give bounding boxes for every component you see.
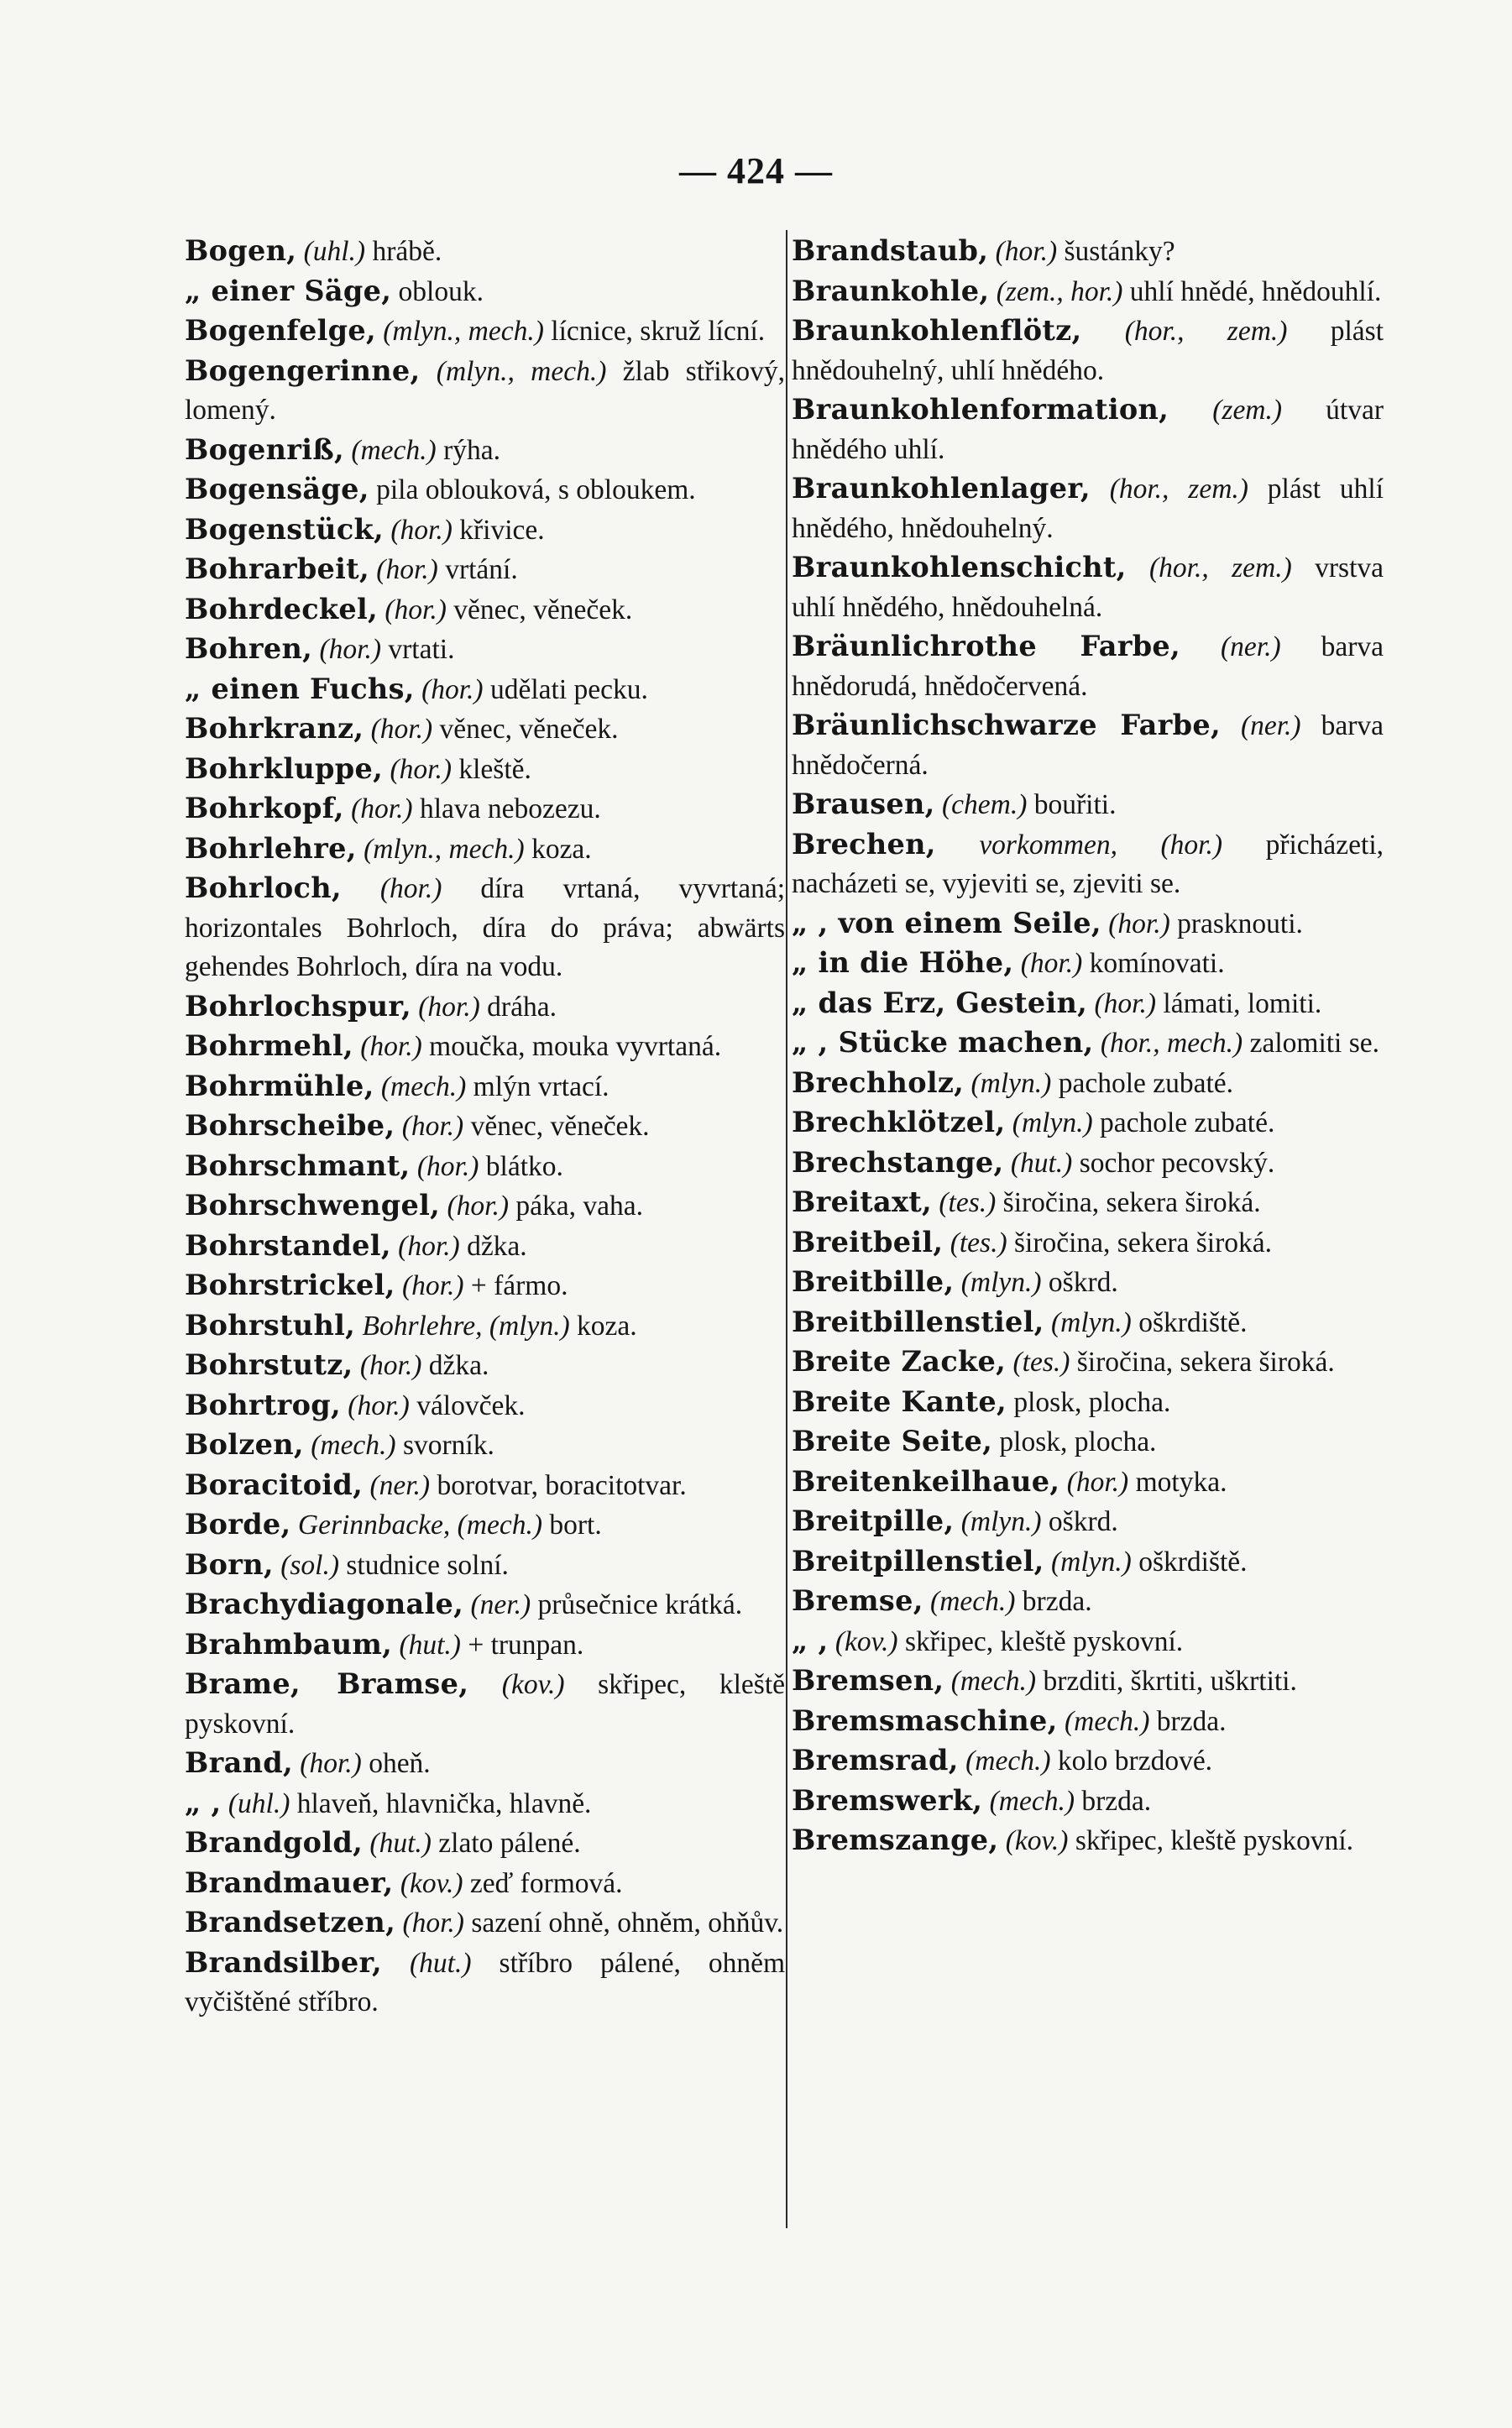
- entry-translation: věnec, věneček.: [453, 594, 633, 625]
- entry-translation: páka, vahа.: [515, 1190, 643, 1222]
- dictionary-entry: [185, 1186, 785, 1227]
- entry-field-label: (kov.): [400, 1867, 463, 1899]
- entry-translation: křivice.: [459, 514, 545, 546]
- dictionary-entry: [792, 1622, 1384, 1662]
- entry-translation: oškrd.: [1048, 1506, 1118, 1537]
- entry-field-label: (hor.): [379, 873, 442, 904]
- entry-translation: oškrdiště.: [1138, 1306, 1248, 1338]
- entry-translation: + trunpan.: [468, 1629, 584, 1661]
- entry-headword: Bohrarbeit,: [185, 552, 369, 585]
- entry-field-label: (mech.): [950, 1666, 1037, 1697]
- entry-headword: Bremswerk,: [792, 1783, 983, 1817]
- entry-translation: díra vrtaná, vyvrtaná; horizontales Bohrloch, díra do práva; abwärts gehendes Bohrloch, díra na vodu.: [185, 873, 786, 982]
- dictionary-entry: [185, 869, 785, 987]
- dictionary-entry: [792, 1223, 1384, 1264]
- entry-field-label: (hor.): [370, 714, 433, 745]
- entry-headword: Breite Seite,: [792, 1425, 993, 1457]
- entry-translation: žlab střikový, lomený.: [185, 355, 785, 426]
- entry-field-label: (hut.): [369, 1828, 432, 1859]
- entry-headword: Bremszange,: [792, 1824, 999, 1856]
- dictionary-entry: [185, 1625, 785, 1666]
- dictionary-entry: [185, 1784, 785, 1824]
- entry-headword: Bohrtrog,: [185, 1388, 341, 1421]
- entry-headword: Breitbeil,: [792, 1225, 944, 1258]
- entry-translation: válovček.: [416, 1389, 526, 1421]
- entry-headword: Bremse,: [792, 1584, 923, 1617]
- entry-field-label: (hor.): [401, 1270, 464, 1301]
- entry-translation: mlýn vrtací.: [473, 1070, 610, 1102]
- entry-headword: Bohrkranz,: [185, 712, 364, 745]
- entry-headword: Breite Kante,: [792, 1384, 1007, 1418]
- entry-translation: lícnice, skruž lícní.: [551, 316, 766, 347]
- dictionary-entry: [185, 1107, 785, 1147]
- entry-translation: oblouk.: [398, 275, 484, 307]
- entry-translation: skřipec, kleště pyskovní.: [904, 1625, 1184, 1657]
- entry-headword: Breite Zacke,: [792, 1345, 1007, 1378]
- entry-headword: Bohrdeckel,: [185, 592, 379, 625]
- entry-field-label: (ner.): [1240, 710, 1301, 741]
- entry-headword: Brandstaub,: [792, 234, 989, 267]
- entry-headword: Breitaxt,: [792, 1185, 932, 1218]
- dictionary-entry: [185, 1824, 785, 1864]
- dictionary-entry: [792, 1741, 1384, 1782]
- entry-headword: Bohrstutz,: [185, 1348, 353, 1381]
- dictionary-entry: [792, 1263, 1384, 1303]
- dictionary-entry: [185, 352, 785, 431]
- dictionary-entry: [792, 1143, 1384, 1184]
- entry-translation: skřipec, kleště pyskovní.: [185, 1669, 785, 1740]
- entry-headword: Brechstange,: [792, 1145, 1004, 1179]
- entry-headword: Bohrstrickel,: [185, 1269, 395, 1301]
- entry-translation: širočina, sekera široká.: [1014, 1227, 1272, 1258]
- dictionary-entry: [792, 1502, 1384, 1542]
- dictionary-entry: [792, 1821, 1384, 1861]
- dictionary-entry: [185, 1665, 785, 1744]
- dictionary-entry: [792, 1542, 1384, 1583]
- entry-translation: moučka, mouka vyvrtaná.: [429, 1031, 722, 1062]
- entry-headword: „ einen Fuchs,: [185, 672, 415, 705]
- entry-field-label: (mlyn.): [1051, 1306, 1132, 1338]
- entry-headword: Bolzen,: [185, 1428, 304, 1461]
- column-divider: [786, 230, 787, 2228]
- entry-field-label: (hor.): [995, 236, 1058, 267]
- entry-translation: svorník.: [402, 1430, 494, 1461]
- entry-field-label: (hor.): [390, 514, 453, 546]
- entry-translation: brzda.: [1156, 1705, 1227, 1737]
- entry-headword: Braunkohle,: [792, 274, 990, 307]
- dictionary-entry: [185, 1147, 785, 1187]
- entry-translation: stříbro pálené, ohněm vyčištěné stříbro.: [185, 1947, 786, 2017]
- dictionary-entry: [185, 1027, 785, 1067]
- entry-translation: + fármo.: [470, 1270, 568, 1301]
- dictionary-entry: [185, 1744, 785, 1784]
- entry-headword: Brame, Bramse,: [185, 1667, 469, 1700]
- dictionary-entry: [792, 984, 1384, 1024]
- entry-translation: studnice solní.: [346, 1549, 509, 1581]
- dictionary-entry: [792, 627, 1384, 706]
- dictionary-entry: [185, 1426, 785, 1466]
- entry-headword: Bohrmühle,: [185, 1069, 374, 1102]
- dictionary-entry: [792, 1342, 1384, 1383]
- entry-headword: Brandmauer,: [185, 1865, 394, 1899]
- entry-translation: barva hnědočerná.: [792, 710, 1384, 781]
- dictionary-entry: [185, 1505, 785, 1546]
- entry-headword: Breitenkeilhaue,: [792, 1464, 1060, 1498]
- entry-translation: džka.: [428, 1350, 489, 1381]
- entry-field-label: (mech.): [380, 1070, 467, 1102]
- entry-translation: motyka.: [1135, 1466, 1227, 1498]
- entry-headword: „ , Stücke machen,: [792, 1026, 1094, 1059]
- dictionary-entry: [792, 1383, 1384, 1423]
- entry-translation: pila oblouková, s obloukem.: [376, 474, 696, 505]
- dictionary-entry: [185, 1944, 785, 2022]
- entry-headword: Braunkohlenschicht,: [792, 551, 1127, 583]
- dictionary-entry: [185, 431, 785, 471]
- entry-headword: Borde,: [185, 1508, 291, 1541]
- entry-headword: „ ,: [792, 1624, 829, 1657]
- entry-headword: Breitbille,: [792, 1265, 955, 1298]
- dictionary-entry: [792, 1463, 1384, 1503]
- dictionary-entry: [185, 1266, 785, 1306]
- entry-translation: bouřiti.: [1033, 789, 1117, 820]
- entry-translation: blátko.: [485, 1150, 563, 1182]
- dictionary-entry: [792, 944, 1384, 984]
- dictionary-entry: [185, 470, 785, 510]
- entry-translation: zlato pálené.: [438, 1828, 581, 1859]
- entry-headword: Breitpille,: [792, 1504, 955, 1537]
- entry-field-label: (mlyn.): [960, 1267, 1042, 1298]
- entry-headword: Braunkohlenformation,: [792, 393, 1169, 426]
- entry-headword: Bogengerinne,: [185, 353, 421, 387]
- entry-field-label: (hor.): [390, 753, 452, 785]
- entry-translation: pachole zubaté.: [1099, 1107, 1275, 1138]
- entry-translation: oškrd.: [1048, 1267, 1118, 1298]
- entry-translation: plosk, plocha.: [1013, 1386, 1171, 1418]
- page-number: — 424 —: [679, 150, 833, 191]
- dictionary-entry: [185, 272, 785, 312]
- entry-field-label: (hor.): [300, 1748, 362, 1779]
- dictionary-entry: [185, 789, 785, 829]
- left-column: [185, 232, 785, 2022]
- dictionary-entry: [792, 548, 1384, 627]
- entry-field-label: (mech.): [989, 1785, 1075, 1817]
- entry-translation: průsečnice krátká.: [537, 1589, 743, 1620]
- entry-field-label: (mlyn., mech.): [436, 355, 607, 387]
- entry-translation: širočina, sekera široká.: [1076, 1347, 1335, 1378]
- dictionary-entry: [792, 311, 1384, 390]
- dictionary-entry: [185, 232, 785, 272]
- entry-headword: Bremsmaschine,: [792, 1703, 1058, 1737]
- entry-headword: Bogenriß,: [185, 432, 344, 466]
- entry-field-label: (ner.): [1220, 631, 1281, 662]
- entry-field-label: (ner.): [369, 1469, 431, 1501]
- entry-field-label: Gerinnbacke, (mech.): [297, 1510, 543, 1541]
- entry-translation: džka.: [467, 1230, 527, 1262]
- dictionary-entry: [185, 829, 785, 870]
- entry-translation: šustánky?: [1064, 236, 1175, 267]
- entry-translation: skřipec, kleště pyskovní.: [1075, 1825, 1354, 1856]
- entry-field-label: (ner.): [470, 1589, 531, 1620]
- entry-field-label: (tes.): [1012, 1347, 1070, 1378]
- entry-translation: plosk, plocha.: [999, 1426, 1157, 1457]
- dictionary-entry: [185, 987, 785, 1028]
- entry-field-label: (hor., zem.): [1149, 552, 1292, 583]
- entry-headword: „ in die Höhe,: [792, 946, 1014, 979]
- entry-field-label: (mech.): [965, 1745, 1051, 1777]
- dictionary-entry: [185, 1346, 785, 1386]
- entry-field-label: (mech.): [930, 1586, 1016, 1617]
- entry-field-label: (hor.): [1094, 987, 1157, 1019]
- entry-translation: plást hnědouhelný, uhlí hnědého.: [792, 316, 1384, 386]
- entry-field-label: (tes.): [939, 1187, 997, 1218]
- dictionary-entry: [792, 1782, 1384, 1822]
- dictionary-entry: [185, 670, 785, 710]
- entry-translation: barva hnědorudá, hnědočervená.: [792, 631, 1384, 702]
- entry-field-label: (hor.): [351, 793, 413, 824]
- entry-translation: prasknouti.: [1177, 908, 1303, 939]
- entry-translation: zeď formová.: [469, 1867, 623, 1899]
- dictionary-entry: [185, 590, 785, 631]
- dictionary-entry: [792, 1303, 1384, 1343]
- entry-headword: Bohrscheibe,: [185, 1109, 395, 1142]
- entry-translation: věnec, věneček.: [470, 1111, 650, 1142]
- dictionary-entry: [792, 706, 1384, 785]
- entry-field-label: (zem.): [1212, 395, 1283, 426]
- entry-headword: Bohrkopf,: [185, 792, 344, 824]
- entry-translation: rýha.: [443, 434, 500, 466]
- dictionary-entry: [185, 1466, 785, 1506]
- entry-headword: Bogenstück,: [185, 512, 385, 546]
- entry-headword: Bremsrad,: [792, 1744, 959, 1777]
- entry-field-label: (mlyn.): [1051, 1546, 1132, 1578]
- entry-headword: „ , von einem Seile,: [792, 906, 1101, 939]
- dictionary-entry: [792, 272, 1384, 312]
- entry-field-label: (mlyn., mech.): [383, 316, 544, 347]
- entry-translation: oškrdiště.: [1138, 1546, 1248, 1578]
- entry-headword: Bohrlehre,: [185, 831, 357, 865]
- dictionary-entry: [792, 785, 1384, 825]
- entry-translation: vrtati.: [388, 634, 455, 665]
- dictionary-entry: [792, 1103, 1384, 1143]
- entry-headword: Bohrkluppe,: [185, 751, 384, 785]
- entry-translation: lámati, lomiti.: [1163, 987, 1322, 1019]
- right-column: [792, 232, 1384, 1861]
- entry-translation: komínovati.: [1089, 948, 1225, 979]
- entry-translation: širočina, sekera široká.: [1002, 1187, 1261, 1218]
- dictionary-entry: [185, 510, 785, 551]
- entry-field-label: (hor.): [418, 991, 480, 1023]
- entry-translation: hlaveň, hlavnička, hlavně.: [296, 1787, 592, 1819]
- entry-headword: Brechen,: [792, 827, 936, 861]
- entry-field-label: (hor.): [401, 1111, 464, 1142]
- entry-field-label: (hor.): [360, 1031, 422, 1062]
- entry-headword: Brandgold,: [185, 1826, 364, 1859]
- dictionary-entry: [792, 469, 1384, 548]
- dictionary-entry: [185, 1903, 785, 1944]
- dictionary-entry: [792, 1422, 1384, 1463]
- dictionary-entry: [185, 1386, 785, 1426]
- entry-field-label: (uhl.): [303, 236, 366, 267]
- dictionary-entry: [792, 1064, 1384, 1104]
- entry-translation: hlava nebozezu.: [419, 793, 601, 824]
- entry-headword: Bohrlochspur,: [185, 989, 411, 1023]
- dictionary-entry: [185, 1067, 785, 1107]
- entry-translation: kolo brzdové.: [1057, 1745, 1213, 1777]
- entry-headword: Bremsen,: [792, 1664, 944, 1697]
- entry-translation: koza.: [531, 833, 592, 865]
- entry-field-label: (hor.): [447, 1190, 510, 1222]
- entry-headword: Brausen,: [792, 788, 935, 820]
- dictionary-entry: [792, 904, 1384, 945]
- entry-headword: Born,: [185, 1547, 274, 1581]
- entry-headword: Bohrloch,: [185, 871, 342, 904]
- dictionary-entry: [185, 630, 785, 670]
- entry-field-label: (hor.): [1066, 1466, 1129, 1498]
- entry-headword: Bogensäge,: [185, 473, 369, 505]
- entry-headword: Bohrstandel,: [185, 1228, 391, 1262]
- entry-field-label: (hor.): [1108, 908, 1170, 939]
- entry-headword: Brandsetzen,: [185, 1906, 396, 1939]
- dictionary-entry: [185, 1546, 785, 1586]
- entry-field-label: (hor.): [385, 594, 447, 625]
- dictionary-entry: [185, 311, 785, 352]
- entry-translation: brzditi, škrtiti, uškrtiti.: [1043, 1666, 1297, 1697]
- entry-headword: Braunkohlenflötz,: [792, 314, 1082, 347]
- entry-headword: Brechholz,: [792, 1065, 965, 1099]
- entry-field-label: (kov.): [501, 1669, 565, 1700]
- entry-translation: hrábě.: [372, 236, 442, 267]
- entry-field-label: (hut.): [410, 1947, 472, 1979]
- dictionary-entry: [185, 1227, 785, 1267]
- entry-field-label: (hor.): [421, 673, 484, 705]
- entry-field-label: (uhl.): [228, 1787, 290, 1819]
- entry-field-label: vorkommen, (hor.): [979, 829, 1223, 861]
- dictionary-entry: [185, 750, 785, 790]
- entry-translation: plást uhlí hnědého, hnědouhelný.: [792, 474, 1384, 544]
- entry-headword: Boracitoid,: [185, 1468, 364, 1501]
- entry-translation: brzda.: [1081, 1785, 1152, 1817]
- dictionary-entry: [185, 1864, 785, 1904]
- entry-field-label: (hor., zem.): [1124, 316, 1288, 347]
- entry-field-label: (hor.): [376, 554, 438, 585]
- entry-headword: „ das Erz, Gestein,: [792, 986, 1088, 1019]
- entry-field-label: (mech.): [351, 434, 437, 466]
- entry-field-label: (hor.): [1020, 948, 1083, 979]
- entry-headword: Bogen,: [185, 234, 297, 267]
- entry-translation: přicházeti, nacházeti se, vyjeviti se, zjeviti se.: [792, 829, 1384, 899]
- entry-headword: Bohren,: [185, 632, 313, 665]
- entry-headword: Breitpillenstiel,: [792, 1544, 1044, 1578]
- entry-field-label: (mech.): [1065, 1705, 1150, 1737]
- dictionary-entry: [792, 1183, 1384, 1223]
- dictionary-entry: [792, 1661, 1384, 1702]
- entry-field-label: (hor.): [416, 1150, 479, 1182]
- entry-headword: Brachydiagonale,: [185, 1588, 464, 1620]
- entry-field-label: (kov.): [834, 1625, 898, 1657]
- entry-translation: pachole zubaté.: [1058, 1067, 1234, 1099]
- entry-headword: „ einer Säge,: [185, 274, 392, 307]
- dictionary-entry: [792, 825, 1384, 904]
- entry-field-label: (sol.): [280, 1549, 339, 1581]
- entry-headword: Bräunlichrothe Farbe,: [792, 630, 1180, 662]
- entry-field-label: (hor.): [319, 634, 381, 665]
- entry-translation: bort.: [549, 1510, 602, 1541]
- entry-field-label: (hut.): [1010, 1147, 1073, 1179]
- dictionary-entry: [185, 709, 785, 750]
- entry-headword: Bohrmehl,: [185, 1029, 353, 1062]
- entry-field-label: (hor.): [398, 1230, 460, 1262]
- dictionary-entry: [792, 232, 1384, 272]
- entry-field-label: Bohrlehre, (mlyn.): [362, 1310, 570, 1342]
- entry-translation: oheň.: [369, 1748, 431, 1779]
- entry-field-label: (chem.): [942, 789, 1028, 820]
- entry-translation: věnec, věneček.: [439, 714, 619, 745]
- dictionary-entry: [792, 1582, 1384, 1622]
- entry-field-label: (zem., hor.): [996, 275, 1123, 307]
- entry-headword: Bohrschwengel,: [185, 1189, 441, 1222]
- entry-field-label: (hut.): [399, 1629, 461, 1661]
- dictionary-entry: [185, 1585, 785, 1625]
- entry-field-label: (tes.): [950, 1227, 1007, 1258]
- entry-headword: Brechklötzel,: [792, 1106, 1006, 1138]
- entry-translation: sazení ohně, ohněm, ohňův.: [471, 1907, 784, 1939]
- entry-translation: vrtání.: [445, 554, 518, 585]
- entry-headword: Brandsilber,: [185, 1945, 382, 1979]
- entry-translation: zalomiti se.: [1249, 1028, 1380, 1059]
- entry-headword: „ ,: [185, 1786, 222, 1819]
- dictionary-entry: [185, 550, 785, 590]
- entry-headword: Bohrschmant,: [185, 1149, 411, 1182]
- entry-translation: útvar hnědého uhlí.: [792, 395, 1384, 465]
- entry-translation: borotvar, boracitotvar.: [437, 1469, 687, 1501]
- dictionary-entry: [792, 1023, 1384, 1064]
- entry-headword: Bohrstuhl,: [185, 1308, 356, 1342]
- entry-translation: sochor pecovský.: [1079, 1147, 1275, 1179]
- entry-field-label: (hor., zem.): [1109, 474, 1248, 505]
- entry-field-label: (hor.): [359, 1350, 422, 1381]
- entry-headword: Brahmbaum,: [185, 1627, 393, 1661]
- entry-translation: koza.: [577, 1310, 637, 1342]
- entry-field-label: (hor., mech.): [1100, 1028, 1243, 1059]
- dictionary-entry: [185, 1306, 785, 1347]
- entry-field-label: (hor.): [348, 1389, 410, 1421]
- dictionary-entry: [792, 390, 1384, 469]
- dictionary-entry: [792, 1702, 1384, 1742]
- entry-headword: Bogenfelge,: [185, 314, 376, 347]
- entry-headword: Breitbillenstiel,: [792, 1305, 1044, 1338]
- entry-headword: Braunkohlenlager,: [792, 472, 1091, 505]
- entry-translation: udělati pecku.: [489, 673, 648, 705]
- entry-field-label: (mlyn.): [1012, 1107, 1093, 1138]
- entry-translation: vrstva uhlí hnědého, hnědouhelná.: [792, 552, 1384, 623]
- entry-field-label: (mech.): [311, 1430, 396, 1461]
- entry-translation: kleště.: [458, 753, 531, 785]
- entry-field-label: (mlyn.): [960, 1506, 1042, 1537]
- entry-field-label: (hor.): [402, 1907, 464, 1939]
- entry-field-label: (kov.): [1005, 1825, 1069, 1856]
- entry-field-label: (mlyn.): [971, 1067, 1052, 1099]
- entry-headword: Bräunlichschwarze Farbe,: [792, 709, 1221, 741]
- entry-headword: Brand,: [185, 1746, 293, 1779]
- entry-field-label: (mlyn., mech.): [364, 833, 525, 865]
- entry-translation: brzda.: [1022, 1586, 1092, 1617]
- entry-translation: dráha.: [487, 991, 557, 1023]
- entry-translation: uhlí hnědé, hnědouhlí.: [1129, 275, 1382, 307]
